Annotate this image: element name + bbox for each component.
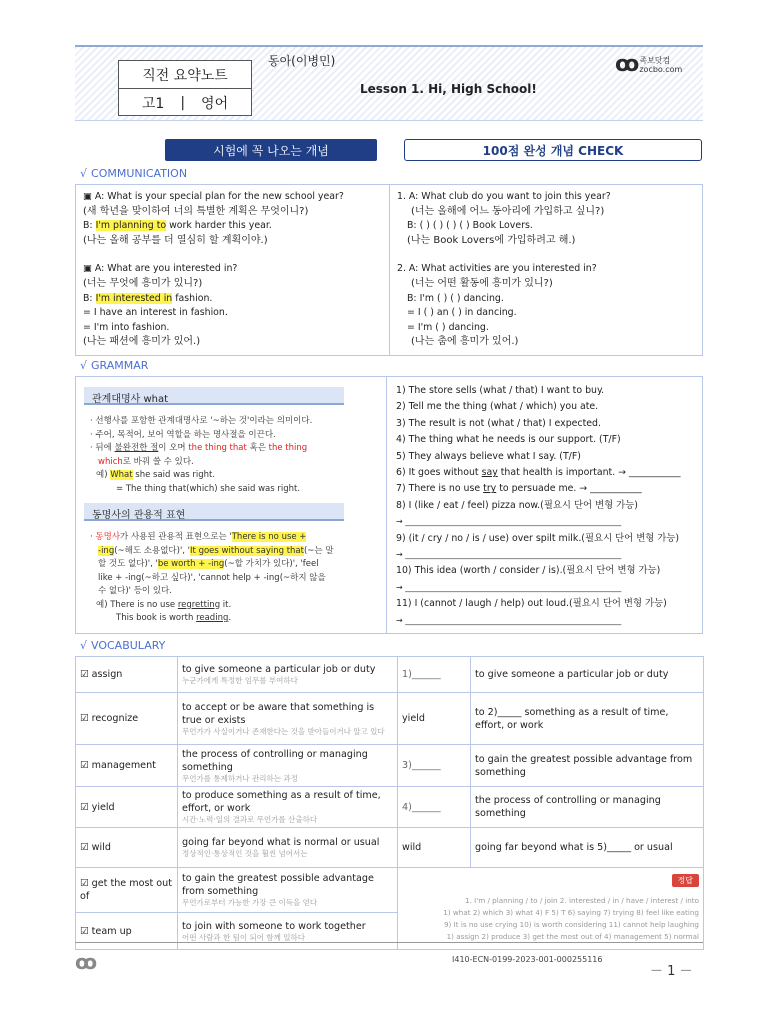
g2-l3c: (~할 가치가 있다)', 'feel xyxy=(224,559,319,569)
section-communication xyxy=(80,167,187,180)
g2-l6b: regretting xyxy=(177,599,221,610)
section-grammar xyxy=(80,359,148,372)
gc-l8: 8) I (like / eat / feel) pizza now.(필요시 단어 변형 가능) xyxy=(396,499,638,511)
footer-logo-icon: ꝏ xyxy=(75,950,95,974)
vocab-row xyxy=(76,745,704,787)
vocab-kor: 무언가를 통제하거나 관리하는 과정 xyxy=(182,773,298,783)
vocab-def: to join with someone to work together xyxy=(182,920,366,932)
comm-a2-alt1: = I have an interest in fashion. xyxy=(83,307,228,319)
vocab-word: ☑ wild xyxy=(76,828,178,868)
g1-l5c: she said was right. xyxy=(132,470,216,480)
grammar-check-list xyxy=(396,383,696,629)
g1-l2: · 주어, 목적어, 보어 역할을 하는 명사절을 이끈다. xyxy=(90,429,276,440)
answer-line-2: 1) what 2) which 3) what 4) F 5) T 6) saying 7) trying 8) feel like eating xyxy=(443,908,699,917)
communication-panel xyxy=(75,184,703,356)
g2-l2a: -ing xyxy=(98,545,115,556)
gc-l15: → ______________________________________________________ xyxy=(396,615,622,625)
vocab-kor: 누군가에게 특정한 임무를 부여하다 xyxy=(182,676,298,685)
vocab-word: ☑ recognize xyxy=(76,693,178,745)
zocbo-logo-icon: ꝏ xyxy=(615,52,637,77)
page-number: － 1 － xyxy=(650,964,693,979)
g1-l3d: the thing that xyxy=(188,443,247,453)
check-icon: √ xyxy=(80,639,88,652)
g1-l3a: · 뒤에 xyxy=(90,443,115,453)
comm-check-l3: B: ( ) ( ) ( ) ( ) Book Lovers. xyxy=(407,220,533,232)
comm-a2-highlight: I'm interested in xyxy=(95,292,173,304)
comm-q1: ▣ A: What is your special plan for the new school year? xyxy=(83,191,344,202)
g2-l1c: 가 사용된 관용적 표현으로는 ' xyxy=(120,532,232,542)
vocabulary-table xyxy=(75,656,704,950)
g1-l4a: which xyxy=(98,456,123,467)
g1-l3c: 이 오며 xyxy=(158,443,189,453)
section-vocabulary xyxy=(80,639,165,652)
panel-divider xyxy=(389,185,390,355)
vocab-quiz-def: to gain the greatest possible advantage from something xyxy=(471,745,704,787)
g2-l2d: (~는 말 xyxy=(303,545,334,556)
vocab-word: ☑ get the most out of xyxy=(76,868,178,913)
vocab-quiz-word: yield xyxy=(398,693,471,745)
logo-name: 족보닷컴 xyxy=(639,55,671,65)
gc-l10: 9) (it / cry / no / is / use) over spilt milk.(필요시 단어 변형 가능) xyxy=(396,532,680,544)
logo-url: zocbo.com xyxy=(639,64,683,74)
vocab-row xyxy=(76,693,704,745)
g1-l4b: 로 바꿔 쓸 수 있다. xyxy=(122,456,194,467)
vocab-quiz-word: wild xyxy=(398,828,471,868)
comm-a1-kor: (나는 올해 공부를 더 열심히 할 계획이야.) xyxy=(83,234,268,246)
vocab-def: the process of controlling or managing something xyxy=(182,748,368,773)
vocab-kor: 무언가로부터 가능한 가장 큰 이득을 얻다 xyxy=(182,898,318,908)
g2-l2c: It goes without saying that xyxy=(190,545,304,556)
gc-l6a: 6) It goes without xyxy=(396,467,482,479)
vocab-def: to gain the greatest possible advantage from something xyxy=(182,873,374,898)
comm-check-l2: (너는 올해에 어느 동아리에 가입하고 싶니?) xyxy=(411,205,605,217)
gc-l12: 10) This idea (worth / consider / is).(필요시 단어 변형 가능) xyxy=(396,565,661,577)
answer-tag: 정답 xyxy=(672,874,699,887)
g1-l5b: What xyxy=(110,470,133,480)
g2-l3a: 할 것도 없다)', ' xyxy=(98,559,158,569)
comm-check-l10: (나는 춤에 흥미가 있어.) xyxy=(411,336,519,348)
comm-right xyxy=(397,190,611,350)
g1-l3e: 혹은 xyxy=(246,443,269,453)
gc-l3: 3) The result is not (what / that) I expected. xyxy=(396,417,601,429)
gc-l7a: 7) There is no use xyxy=(396,483,484,495)
vocab-kor: 정상적인·통상적인 것을 훨씬 넘어서는 xyxy=(182,849,308,858)
g2-l7b: reading xyxy=(196,613,229,623)
title-box xyxy=(118,60,252,116)
comm-a2-rest: fashion. xyxy=(172,292,213,304)
vocab-quiz-def: to 2)_____ something as a result of time, effort, or work xyxy=(471,693,704,745)
gc-l7b: try xyxy=(483,483,497,495)
doc-title: 직전 요약노트 xyxy=(119,61,251,89)
comm-q2: ▣ A: What are you interested in? xyxy=(83,263,238,275)
vocab-row xyxy=(76,828,704,868)
check-icon: √ xyxy=(80,167,88,180)
comm-check-l5: 2. A: What activities are you interested in? xyxy=(397,263,597,275)
g1-l3f: the thing xyxy=(268,443,308,453)
gc-l14: 11) I (cannot / laugh / help) out loud.(필요시 단어 변형 가능) xyxy=(396,598,667,610)
gc-l7c: to persuade me. → ___________ xyxy=(496,483,642,495)
vocab-row xyxy=(76,657,704,693)
brand-logo xyxy=(615,52,682,77)
section-grammar-label: GRAMMAR xyxy=(91,359,149,372)
lesson-title: Lesson 1. Hi, High School! xyxy=(360,82,537,96)
comm-check-l9: = I'm ( ) dancing. xyxy=(407,321,489,333)
g2-l6a: 예) There is no use xyxy=(96,599,178,610)
vocab-word: ☑ team up xyxy=(76,913,178,950)
comm-check-l1: 1. A: What club do you want to join this year? xyxy=(397,191,611,202)
vocab-row xyxy=(76,868,704,913)
grammar-panel xyxy=(75,376,703,634)
g1-l1: · 선행사를 포함한 관계대명사로 '~하는 것'이라는 의미이다. xyxy=(90,416,313,426)
answer-line-4: 1) assign 2) produce 3) get the most out of 4) management 5) normal xyxy=(446,932,699,941)
footer-divider xyxy=(75,942,703,943)
gc-l6c: that health is important. → ___________ xyxy=(497,467,681,479)
vocab-quiz-def: going far beyond what is 5)_____ or usual xyxy=(471,828,704,868)
g1-l5a: 예) xyxy=(96,470,111,480)
grammar-box1-title: 관계대명사 what xyxy=(84,387,344,405)
vocab-quiz-def: to give someone a particular job or duty xyxy=(471,657,704,693)
publisher-label: 동아(이병민) xyxy=(268,54,336,68)
vocab-def: to give someone a particular job or duty xyxy=(182,664,376,675)
vocab-quiz-word: 1)______ xyxy=(398,657,471,693)
separator: | xyxy=(180,94,186,111)
g2-l7a: This book is worth xyxy=(116,613,197,623)
tab-key-concepts: 시험에 꼭 나오는 개념 xyxy=(165,139,377,161)
comm-a2-prefix: B: xyxy=(83,292,96,304)
gc-l5: 5) They always believe what I say. (T/F) xyxy=(396,450,581,462)
grade-label: 고1 xyxy=(141,95,165,112)
g2-l3b: be worth + -ing xyxy=(157,559,225,569)
vocab-kor: 어떤 사람과 한 팀이 되어 함께 일하다 xyxy=(182,932,305,942)
g2-l2b: (~해도 소용없다)', ' xyxy=(114,545,191,556)
comm-a1-rest: work harder this year. xyxy=(166,220,272,232)
g2-l1d: There is no use + xyxy=(231,532,307,542)
g1-l6: = The thing that(which) she said was right. xyxy=(116,483,301,494)
gc-l9: → ______________________________________________________ xyxy=(396,517,622,527)
answer-cell xyxy=(398,868,704,950)
gc-l4: 4) The thing what he needs is our support. (T/F) xyxy=(396,434,621,446)
g2-l7c: . xyxy=(228,613,232,623)
vocab-def-cell xyxy=(178,657,398,693)
g2-l4: like + -ing(~하고 싶다)', 'cannot help + -ing(~하지 않을 xyxy=(98,572,326,583)
comm-a1-prefix: B: xyxy=(83,220,96,232)
comm-check-l8: = I ( ) an ( ) in dancing. xyxy=(407,307,517,319)
vocab-def-cell xyxy=(178,913,398,950)
subject-label: 영어 xyxy=(201,95,229,112)
comm-a2-kor: (나는 패션에 흥미가 있어.) xyxy=(83,336,201,348)
gc-l11: → ______________________________________________________ xyxy=(396,550,622,560)
answer-line-1: 1. I'm / planning / to / join 2. interested / in / have / interest / into xyxy=(464,896,699,905)
vocab-def: going far beyond what is normal or usual xyxy=(182,837,380,848)
comm-a2-alt2: = I'm into fashion. xyxy=(83,321,170,333)
vocab-row xyxy=(76,787,704,828)
vocab-def-cell xyxy=(178,787,398,828)
footer-code: I410-ECN-0199-2023-001-000255116 xyxy=(452,955,603,964)
comm-check-l6: (너는 어떤 활동에 흥미가 있니?) xyxy=(411,277,553,289)
comm-q2-kor: (너는 무엇에 흥미가 있니?) xyxy=(83,277,203,289)
vocab-def-cell xyxy=(178,745,398,787)
tab-concept-check: 100점 완성 개념 CHECK xyxy=(404,139,702,161)
comm-q1-kor: (새 학년을 맞이하여 너의 특별한 계획은 무엇이니?) xyxy=(83,205,309,217)
gc-l13: → ______________________________________________________ xyxy=(396,582,622,592)
gc-l6b: say xyxy=(481,467,498,479)
check-icon: √ xyxy=(80,359,88,372)
vocab-word: ☑ management xyxy=(76,745,178,787)
g2-l6c: it. xyxy=(220,599,232,610)
section-vocabulary-label: VOCABULARY xyxy=(91,639,166,652)
g2-l1b: 동명사 xyxy=(95,532,121,542)
comm-left xyxy=(83,190,344,350)
gc-l2: 2) Tell me the thing (what / which) you ate. xyxy=(396,401,599,413)
vocab-def: to produce something as a result of time, effort, or work xyxy=(182,790,381,814)
g1-l3b: 불완전한 절 xyxy=(114,443,159,453)
vocab-def-cell xyxy=(178,828,398,868)
vocab-kor: 무언가가 사실이거나 존재한다는 것을 받아들이거나 알고 있다 xyxy=(182,726,385,736)
g2-l5: 수 없다)' 등이 있다. xyxy=(98,586,172,596)
grammar-box2-title: 동명사의 관용적 표현 xyxy=(84,503,344,521)
vocab-quiz-def: the process of controlling or managing something xyxy=(471,787,704,828)
panel-divider xyxy=(386,377,387,633)
comm-check-l7: B: I'm ( ) ( ) dancing. xyxy=(407,292,504,304)
comm-a1-highlight: I'm planning to xyxy=(95,220,167,232)
grammar-box1-body xyxy=(90,415,360,496)
vocab-quiz-word: 3)______ xyxy=(398,745,471,787)
g2-l1a: · xyxy=(90,532,96,542)
vocab-quiz-word: 4)______ xyxy=(398,787,471,828)
section-communication-label: COMMUNICATION xyxy=(91,167,188,180)
vocab-def: to accept or be aware that something is true or exists xyxy=(182,701,375,726)
gc-l1: 1) The store sells (what / that) I want to buy. xyxy=(396,385,605,396)
vocab-kor: 시간·노력·일의 결과로 무언가를 산출하다 xyxy=(182,815,318,824)
vocab-word: ☑ yield xyxy=(76,787,178,828)
vocab-def-cell xyxy=(178,868,398,913)
grammar-box2-body xyxy=(90,531,360,626)
vocab-word: ☑ assign xyxy=(76,657,178,693)
answer-line-3: 9) It is no use crying 10) is worth considering 11) cannot help laughing xyxy=(443,920,699,929)
vocab-def-cell xyxy=(178,693,398,745)
comm-check-l4: (나는 Book Lovers에 가입하려고 해.) xyxy=(407,234,576,246)
